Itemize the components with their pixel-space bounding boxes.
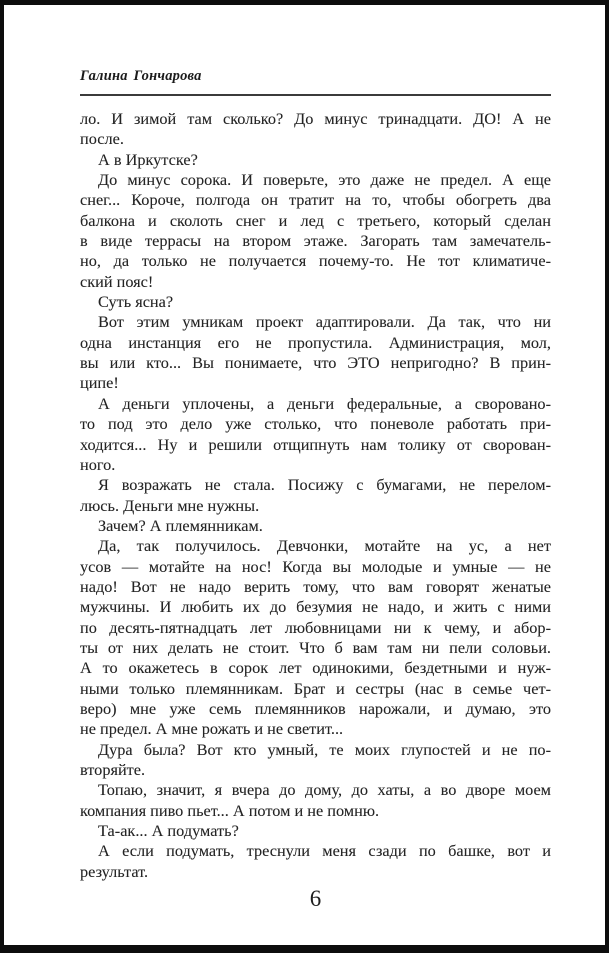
text-line: одна инстанция его не пропустила. Администрация, мол, bbox=[80, 332, 551, 352]
text-line: снег... Короче, полгода он тратит на то, чтобы обогреть два bbox=[80, 190, 551, 210]
text-line: по десять-пятнадцать лет любовницами ни к чему, и абор- bbox=[80, 617, 551, 637]
book-page bbox=[4, 5, 605, 945]
text-line: Вот этим умникам проект адаптировали. Да так, что ни bbox=[98, 312, 551, 332]
text-line: Суть ясна? bbox=[98, 292, 174, 312]
text-line: мужчины. И любить их до безумия не надо, и жить с ними bbox=[80, 597, 551, 617]
text-line: Да, так получилось. Девчонки, мотайте на ус, а нет bbox=[98, 536, 551, 556]
page-content bbox=[80, 5, 551, 945]
header-rule bbox=[80, 94, 551, 96]
text-line: но, да только не получается почему-то. Не тот климатиче- bbox=[80, 251, 551, 271]
text-line: ного. bbox=[80, 454, 116, 474]
body-text bbox=[80, 109, 551, 882]
text-line: А в Иркутске? bbox=[98, 149, 198, 169]
text-line: не предел. А мне рожать и не светит... bbox=[80, 719, 344, 739]
text-line: веро) мне уже семь племянников нарожали, и думаю, это bbox=[80, 698, 551, 718]
text-line: вторяйте. bbox=[80, 760, 146, 779]
text-line: А если подумать, треснули меня сзади по башке, вот и bbox=[98, 841, 551, 861]
text-line: ло. И зимой там сколько? До минус тринадцати. ДО! А не bbox=[80, 109, 551, 128]
text-line: ский пояс! bbox=[80, 271, 154, 291]
page-number: 6 bbox=[309, 886, 322, 911]
text-line: А деньги уплочены, а деньги федеральные, а своровано- bbox=[98, 393, 551, 413]
text-line: Топаю, значит, я вчера до дому, до хаты, а во дворе моем bbox=[98, 780, 551, 800]
text-line: А то окажетесь в сорок лет одинокими, бездетными и нуж- bbox=[80, 658, 551, 678]
running-header bbox=[80, 68, 551, 85]
text-line: Дура была? Вот кто умный, те моих глупостей и не по- bbox=[98, 739, 551, 759]
text-line: результат. bbox=[80, 861, 149, 881]
text-line: Зачем? А племянникам. bbox=[98, 515, 263, 535]
text-line: ными только племянникам. Брат и сестры (нас в семье чет- bbox=[80, 678, 551, 698]
text-line: усов — мотайте на нос! Когда вы молодые и умные — не bbox=[80, 556, 551, 576]
text-line: после. bbox=[80, 129, 124, 149]
text-line: люсь. Деньги мне нужны. bbox=[80, 495, 260, 515]
text-line: До минус сорока. И поверьте, это даже не предел. А еще bbox=[98, 170, 551, 190]
text-line: в виде террасы на втором этаже. Загорать там замечатель- bbox=[80, 231, 551, 251]
text-line: ты от них делать не стоит. Что б вам там ни пели соловьи. bbox=[80, 637, 551, 657]
text-line: то под это дело уже столько, что поневоле работать при- bbox=[80, 414, 551, 434]
text-line: ходится... Ну и решили отщипнуть нам толику от сворован- bbox=[80, 434, 551, 454]
text-line: Я возражать не стала. Посижу с бумагами, не перелом- bbox=[98, 475, 551, 495]
text-line: ципе! bbox=[80, 373, 119, 393]
text-line: Та-ак... А подумать? bbox=[98, 821, 239, 841]
text-line: вы или кто... Вы понимаете, что ЭТО непригодно? В прин- bbox=[80, 353, 551, 373]
text-line: компания пиво пьет... А потом и не помню. bbox=[80, 800, 380, 820]
text-line: надо! Вот не надо верить тому, что вам говорят женатые bbox=[80, 576, 551, 596]
running-header-author: Галина Гончарова bbox=[80, 68, 202, 84]
text-line: балкона и сколоть снег и лед с третьего, который сделан bbox=[80, 210, 551, 230]
